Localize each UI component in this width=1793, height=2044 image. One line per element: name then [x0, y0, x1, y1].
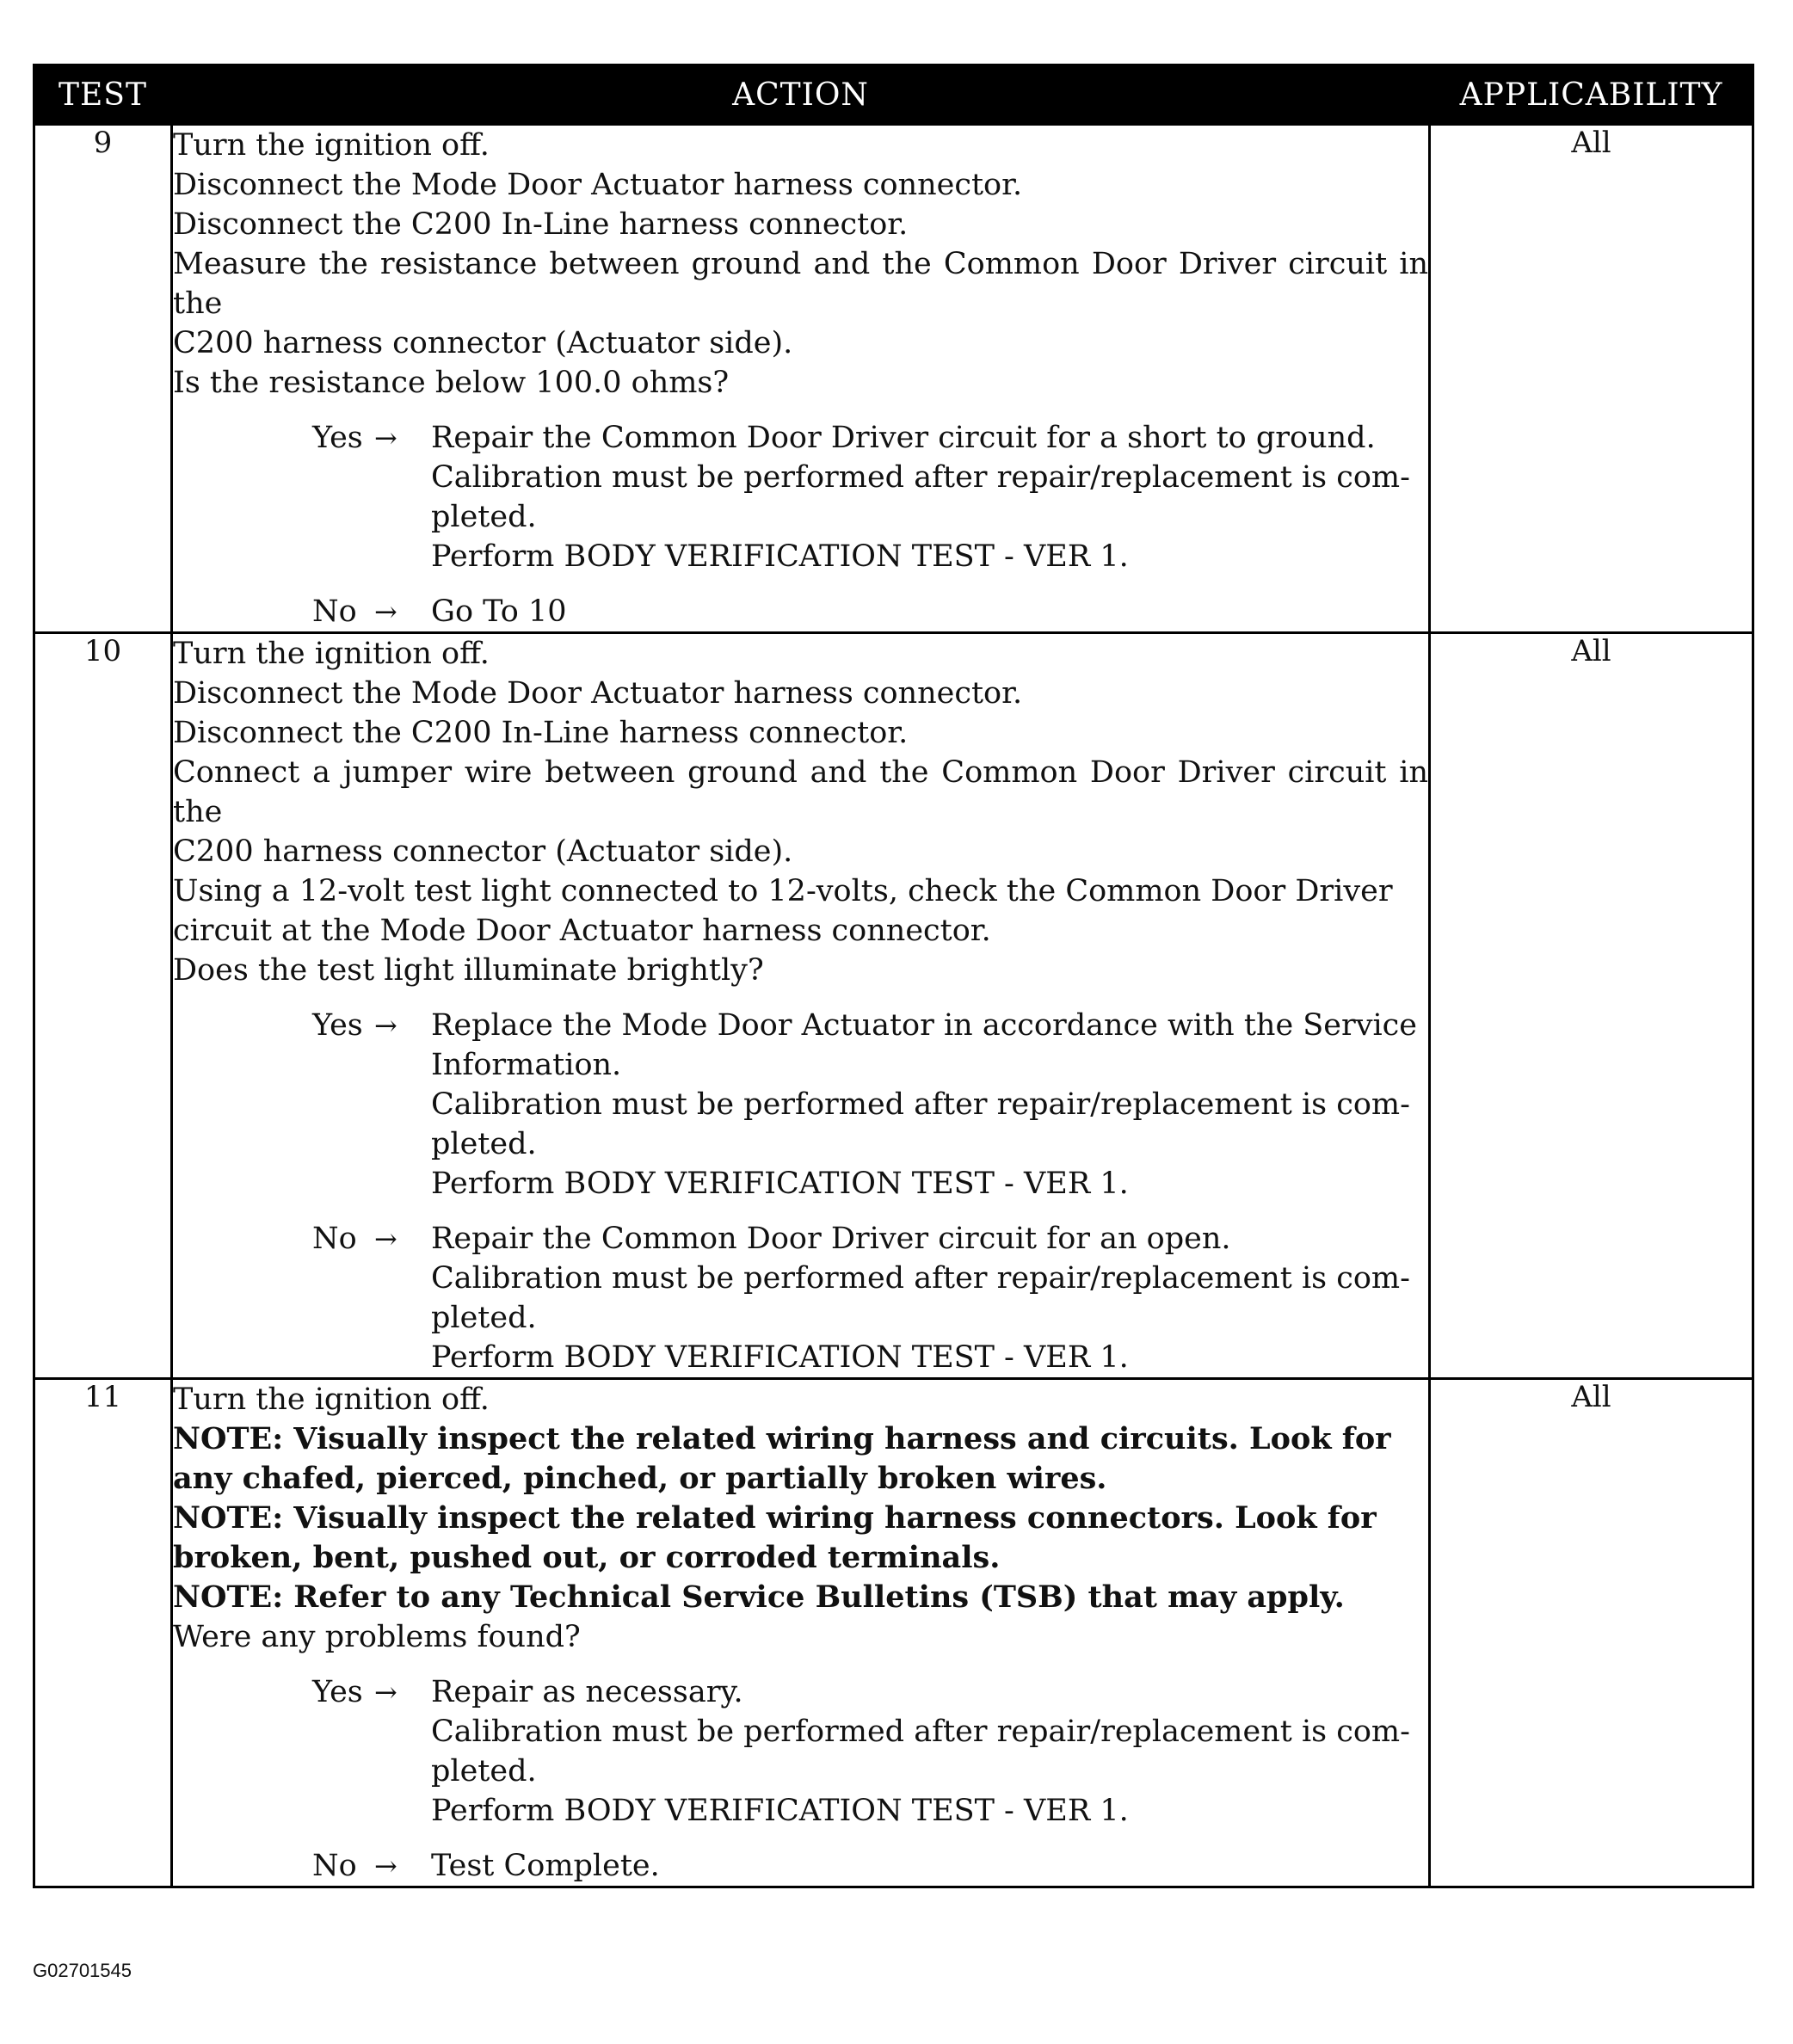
applicability-cell: All [1430, 1379, 1753, 1887]
result-line: pleted. [431, 1754, 537, 1788]
result-line: Go To 10 [431, 594, 567, 629]
result-line: Test Complete. [431, 1849, 660, 1883]
answer-result [431, 592, 1428, 631]
instruction-line: Turn the ignition off. [173, 128, 490, 163]
diagnostic-table [33, 64, 1754, 1888]
instruction-line: Measure the resistance between ground and the Common Door Driver circuit in the [173, 247, 1428, 321]
table-row [34, 1379, 1753, 1887]
arrow-right-icon: → [374, 595, 397, 628]
result-line: Calibration must be performed after repair/replacement is com- [431, 1715, 1410, 1749]
result-line: pleted. [431, 1301, 537, 1335]
result-line: Calibration must be performed after repair/replacement is com- [431, 1261, 1410, 1296]
action-cell [172, 633, 1430, 1379]
instruction-line: Turn the ignition off. [173, 1382, 490, 1417]
instruction-line: Turn the ignition off. [173, 637, 490, 671]
test-number: 11 [34, 1379, 172, 1887]
note-line: broken, bent, pushed out, or corroded terminals. [173, 1540, 1001, 1575]
instruction-line: Disconnect the C200 In-Line harness connector. [173, 716, 909, 750]
answer-yes [312, 1672, 1428, 1831]
test-number: 10 [34, 633, 172, 1379]
result-line: Calibration must be performed after repair/replacement is com- [431, 1087, 1410, 1122]
result-line: Calibration must be performed after repair/replacement is com- [431, 460, 1410, 495]
action-cell [172, 1379, 1430, 1887]
header-test: TEST [34, 65, 172, 125]
arrow-right-icon: → [374, 1850, 397, 1882]
applicability-cell: All [1430, 125, 1753, 633]
answer-result [431, 1672, 1428, 1831]
table-row [34, 633, 1753, 1379]
instruction-line: Disconnect the Mode Door Actuator harness connector. [173, 676, 1023, 711]
instruction-line: circuit at the Mode Door Actuator harness connector. [173, 914, 991, 948]
arrow-right-icon: → [374, 1009, 397, 1042]
result-line: Repair as necessary. [431, 1675, 743, 1709]
table-body [34, 125, 1753, 1887]
answer-label: Yes [312, 421, 363, 455]
note-line: NOTE: Visually inspect the related wiring harness and circuits. Look for [173, 1421, 1391, 1456]
instruction-line: Disconnect the C200 In-Line harness connector. [173, 207, 909, 242]
instruction-line: C200 harness connector (Actuator side). [173, 326, 793, 360]
result-line: Perform BODY VERIFICATION TEST - VER 1. [431, 1167, 1129, 1201]
answer-label: Yes [312, 1008, 363, 1043]
answer-label: No [312, 1222, 357, 1256]
applicability-cell: All [1430, 633, 1753, 1379]
answer-result [431, 1846, 1428, 1886]
instruction-line: Connect a jumper wire between ground and the Common Door Driver circuit in the [173, 755, 1428, 829]
answer-result [431, 1219, 1428, 1377]
instruction-line: Were any problems found? [173, 1620, 581, 1654]
figure-code: G02701545 [33, 1960, 132, 1981]
instruction-line: C200 harness connector (Actuator side). [173, 834, 793, 869]
header-applicability: APPLICABILITY [1430, 65, 1753, 125]
answer-label: No [312, 1849, 357, 1883]
result-line: pleted. [431, 1127, 537, 1161]
result-line: Perform BODY VERIFICATION TEST - VER 1. [431, 1794, 1129, 1828]
instruction-line: Does the test light illuminate brightly? [173, 953, 764, 988]
result-line: Replace the Mode Door Actuator in accordance with the Service [431, 1008, 1417, 1043]
header-action: ACTION [172, 65, 1430, 125]
action-cell [172, 125, 1430, 633]
note-line: any chafed, pierced, pinched, or partially broken wires. [173, 1461, 1107, 1496]
arrow-right-icon: → [374, 422, 397, 454]
answer-no [312, 592, 1428, 631]
answer-label: Yes [312, 1675, 363, 1709]
test-number: 9 [34, 125, 172, 633]
note-line: NOTE: Visually inspect the related wiring harness connectors. Look for [173, 1500, 1377, 1536]
answer-result [431, 418, 1428, 576]
answer-no [312, 1846, 1428, 1886]
answer-yes [312, 1006, 1428, 1204]
instruction-line: Using a 12-volt test light connected to 12-volts, check the Common Door Driver [173, 874, 1393, 908]
table-row [34, 125, 1753, 633]
result-line: Perform BODY VERIFICATION TEST - VER 1. [431, 539, 1129, 574]
arrow-right-icon: → [374, 1676, 397, 1708]
result-line: Information. [431, 1048, 622, 1082]
result-line: Perform BODY VERIFICATION TEST - VER 1. [431, 1340, 1129, 1375]
instruction-line: Is the resistance below 100.0 ohms? [173, 366, 730, 400]
instruction-line: Disconnect the Mode Door Actuator harness connector. [173, 168, 1023, 202]
note-line: NOTE: Refer to any Technical Service Bulletins (TSB) that may apply. [173, 1579, 1345, 1615]
answer-label: No [312, 594, 357, 629]
answer-no [312, 1219, 1428, 1377]
result-line: Repair the Common Door Driver circuit for an open. [431, 1222, 1231, 1256]
answer-result [431, 1006, 1428, 1204]
result-line: pleted. [431, 500, 537, 534]
result-line: Repair the Common Door Driver circuit for a short to ground. [431, 421, 1376, 455]
arrow-right-icon: → [374, 1222, 397, 1255]
table-header-row [34, 65, 1753, 125]
answer-yes [312, 418, 1428, 576]
